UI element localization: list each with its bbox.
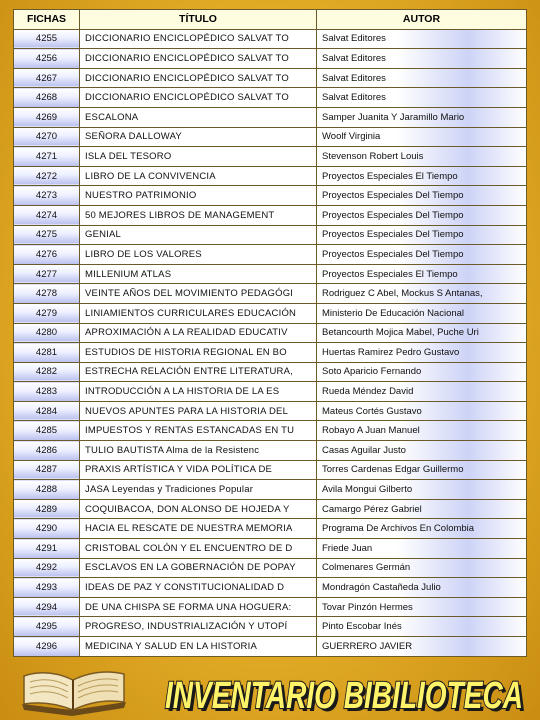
cell-autor: Rodriguez C Abel, Mockus S Antanas, [317, 284, 527, 304]
table-row [14, 49, 527, 69]
cell-titulo: APROXIMACIÓN A LA REALIDAD EDUCATIV [80, 323, 317, 343]
inventory-banner [160, 662, 530, 718]
table-row [14, 343, 527, 363]
table-row [14, 245, 527, 265]
cell-autor: Robayo A Juan Manuel [317, 421, 527, 441]
cell-autor: Proyectos Especiales Del Tiempo [317, 205, 527, 225]
cell-titulo: IMPUESTOS Y RENTAS ESTANCADAS EN TU [80, 421, 317, 441]
cell-autor: Mondragón Castañeda Julio [317, 578, 527, 598]
cell-ficha: 4295 [14, 617, 80, 637]
cell-ficha: 4284 [14, 401, 80, 421]
table-row [14, 558, 527, 578]
cell-autor: Mateus Cortés Gustavo [317, 401, 527, 421]
cell-autor: Proyectos Especiales El Tiempo [317, 264, 527, 284]
table-row [14, 578, 527, 598]
table-row [14, 637, 527, 657]
table-row [14, 362, 527, 382]
table-row [14, 225, 527, 245]
cell-titulo: NUESTRO PATRIMONIO [80, 186, 317, 206]
table-row [14, 460, 527, 480]
table-header-row [14, 10, 527, 30]
cell-autor: GUERRERO JAVIER [317, 637, 527, 657]
cell-autor: Proyectos Especiales El Tiempo [317, 166, 527, 186]
cell-titulo: ESCLAVOS EN LA GOBERNACIÓN DE POPAY [80, 558, 317, 578]
cell-ficha: 4278 [14, 284, 80, 304]
cell-ficha: 4255 [14, 29, 80, 49]
table-row [14, 382, 527, 402]
table-row [14, 499, 527, 519]
cell-ficha: 4282 [14, 362, 80, 382]
cell-titulo: PROGRESO, INDUSTRIALIZACIÓN Y UTOPÍ [80, 617, 317, 637]
table-row [14, 264, 527, 284]
cell-ficha: 4285 [14, 421, 80, 441]
cell-ficha: 4277 [14, 264, 80, 284]
cell-autor: Soto Aparicio Fernando [317, 362, 527, 382]
cell-titulo: CRISTOBAL COLÓN Y EL ENCUENTRO DE D [80, 539, 317, 559]
banner-title: INVENTARIO BIBILIOTECA [165, 675, 523, 717]
cell-ficha: 4294 [14, 597, 80, 617]
cell-ficha: 4276 [14, 245, 80, 265]
cell-autor: Stevenson Robert Louis [317, 147, 527, 167]
cell-autor: Rueda Méndez David [317, 382, 527, 402]
cell-ficha: 4273 [14, 186, 80, 206]
table-row [14, 441, 527, 461]
cell-titulo: IDEAS DE PAZ Y CONSTITUCIONALIDAD D [80, 578, 317, 598]
cell-titulo: INTRODUCCIÓN A LA HISTORIA DE LA ES [80, 382, 317, 402]
table-row [14, 107, 527, 127]
cell-titulo: SEÑORA DALLOWAY [80, 127, 317, 147]
cell-ficha: 4281 [14, 343, 80, 363]
table-row [14, 303, 527, 323]
table-row [14, 617, 527, 637]
table-row [14, 284, 527, 304]
cell-titulo: LIBRO DE LOS VALORES [80, 245, 317, 265]
table-row [14, 186, 527, 206]
cell-autor: Samper Juanita Y Jaramillo Mario [317, 107, 527, 127]
cell-autor: Salvat Editores [317, 29, 527, 49]
cell-autor: Pinto Escobar Inés [317, 617, 527, 637]
cell-autor: Torres Cardenas Edgar Guillermo [317, 460, 527, 480]
table-row [14, 29, 527, 49]
cell-ficha: 4292 [14, 558, 80, 578]
cell-titulo: ESTRECHA RELACIÓN ENTRE LITERATURA, [80, 362, 317, 382]
cell-autor: Salvat Editores [317, 68, 527, 88]
cell-ficha: 4280 [14, 323, 80, 343]
cell-titulo: DICCIONARIO ENCICLOPÉDICO SALVAT TO [80, 29, 317, 49]
cell-titulo: LINIAMIENTOS CURRICULARES EDUCACIÓN [80, 303, 317, 323]
cell-titulo: VEINTE AÑOS DEL MOVIMIENTO PEDAGÓGI [80, 284, 317, 304]
cell-ficha: 4267 [14, 68, 80, 88]
cell-titulo: LIBRO DE LA CONVIVENCIA [80, 166, 317, 186]
open-book-icon [18, 664, 130, 716]
cell-titulo: TULIO BAUTISTA Alma de la Resistenc [80, 441, 317, 461]
header-autor: AUTOR [317, 10, 527, 30]
cell-titulo: DE UNA CHISPA SE FORMA UNA HOGUERA: [80, 597, 317, 617]
cell-ficha: 4286 [14, 441, 80, 461]
table-row [14, 421, 527, 441]
table-row [14, 323, 527, 343]
cell-autor: Colmenares Germán [317, 558, 527, 578]
cell-titulo: MILLENIUM ATLAS [80, 264, 317, 284]
cell-ficha: 4279 [14, 303, 80, 323]
cell-autor: Betancourth Mojica Mabel, Puche Uri [317, 323, 527, 343]
cell-ficha: 4290 [14, 519, 80, 539]
header-fichas: FICHAS [14, 10, 80, 30]
table-row [14, 597, 527, 617]
table-row [14, 147, 527, 167]
cell-titulo: ISLA DEL TESORO [80, 147, 317, 167]
cell-autor: Avila Mongui Gilberto [317, 480, 527, 500]
cell-titulo: ESTUDIOS DE HISTORIA REGIONAL EN BO [80, 343, 317, 363]
cell-titulo: ESCALONA [80, 107, 317, 127]
table-row [14, 127, 527, 147]
cell-titulo: GENIAL [80, 225, 317, 245]
cell-ficha: 4274 [14, 205, 80, 225]
cell-autor: Camargo Pérez Gabriel [317, 499, 527, 519]
cell-titulo: DICCIONARIO ENCICLOPÉDICO SALVAT TO [80, 88, 317, 108]
cell-titulo: JASA Leyendas y Tradiciones Popular [80, 480, 317, 500]
cell-ficha: 4268 [14, 88, 80, 108]
cell-ficha: 4272 [14, 166, 80, 186]
cell-autor: Huertas Ramirez Pedro Gustavo [317, 343, 527, 363]
cell-titulo: NUEVOS APUNTES PARA LA HISTORIA DEL [80, 401, 317, 421]
cell-ficha: 4256 [14, 49, 80, 69]
cell-autor: Friede Juan [317, 539, 527, 559]
cell-titulo: HACIA EL RESCATE DE NUESTRA MEMORIA [80, 519, 317, 539]
cell-titulo: MEDICINA Y SALUD EN LA HISTORIA [80, 637, 317, 657]
cell-ficha: 4293 [14, 578, 80, 598]
cell-ficha: 4288 [14, 480, 80, 500]
banner-title-shadow: INVENTARIO BIBILIOTECA [168, 678, 526, 718]
cell-ficha: 4287 [14, 460, 80, 480]
cell-ficha: 4271 [14, 147, 80, 167]
table-row [14, 88, 527, 108]
table-row [14, 539, 527, 559]
table-row [14, 205, 527, 225]
cell-titulo: COQUIBACOA, DON ALONSO DE HOJEDA Y [80, 499, 317, 519]
cell-ficha: 4291 [14, 539, 80, 559]
cell-titulo: 50 MEJORES LIBROS DE MANAGEMENT [80, 205, 317, 225]
cell-ficha: 4275 [14, 225, 80, 245]
table-row [14, 480, 527, 500]
table-row [14, 519, 527, 539]
cell-autor: Proyectos Especiales Del Tiempo [317, 245, 527, 265]
inventory-table [13, 9, 527, 657]
cell-ficha: 4283 [14, 382, 80, 402]
cell-autor: Proyectos Especiales Del Tiempo [317, 186, 527, 206]
table-row [14, 68, 527, 88]
header-titulo: TÍTULO [80, 10, 317, 30]
cell-ficha: 4296 [14, 637, 80, 657]
cell-autor: Salvat Editores [317, 88, 527, 108]
cell-titulo: PRAXIS ARTÍSTICA Y VIDA POLÍTICA DE [80, 460, 317, 480]
cell-ficha: 4289 [14, 499, 80, 519]
cell-ficha: 4269 [14, 107, 80, 127]
cell-autor: Tovar Pinzón Hermes [317, 597, 527, 617]
cell-autor: Woolf Virginia [317, 127, 527, 147]
table-row [14, 166, 527, 186]
cell-titulo: DICCIONARIO ENCICLOPÉDICO SALVAT TO [80, 68, 317, 88]
cell-titulo: DICCIONARIO ENCICLOPÉDICO SALVAT TO [80, 49, 317, 69]
cell-autor: Ministerio De Educación Nacional [317, 303, 527, 323]
cell-autor: Proyectos Especiales Del Tiempo [317, 225, 527, 245]
cell-autor: Casas Aguilar Justo [317, 441, 527, 461]
cell-ficha: 4270 [14, 127, 80, 147]
cell-autor: Salvat Editores [317, 49, 527, 69]
table-row [14, 401, 527, 421]
table-body [14, 29, 527, 656]
cell-autor: Programa De Archivos En Colombia [317, 519, 527, 539]
